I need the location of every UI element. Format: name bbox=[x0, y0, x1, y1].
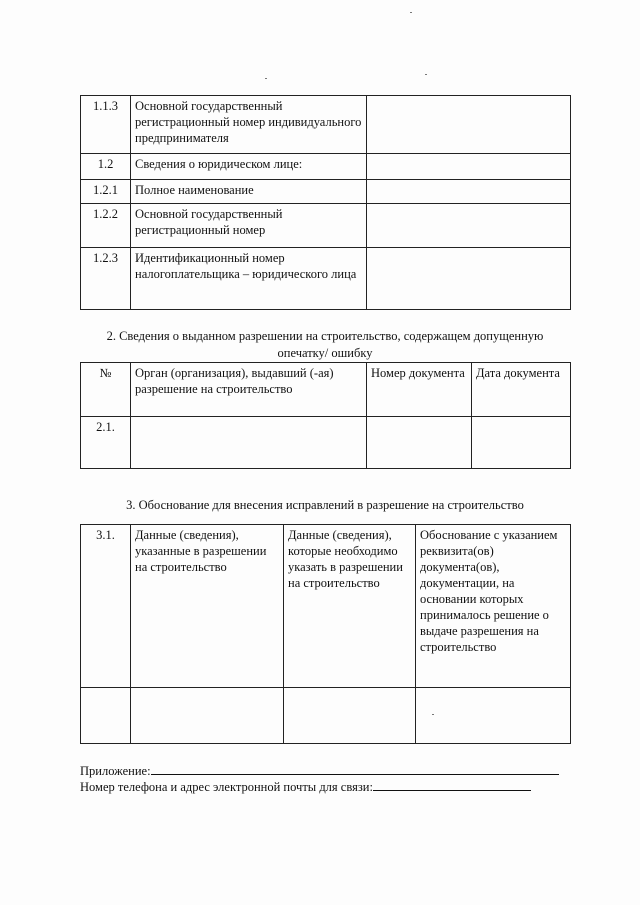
correction-basis-table bbox=[80, 524, 571, 744]
header-organ: Орган (организация), выдавший (-ая) разрешение на строительство bbox=[131, 363, 367, 417]
applicant-info-table bbox=[80, 95, 571, 310]
doc-date-cell[interactable] bbox=[472, 417, 571, 469]
header-basis: Обоснование с указанием реквизита(ов) документа(ов), документации, на основании которых принималось решение о выдаче разрешения на строительство bbox=[416, 525, 571, 688]
row-label: Основной государственный регистрационный номер индивидуального предпринимателя bbox=[131, 96, 367, 154]
row-value[interactable] bbox=[367, 154, 571, 180]
contact-label: Номер телефона и адрес электронной почты для связи: bbox=[80, 780, 373, 794]
attachment-blank[interactable] bbox=[151, 763, 559, 775]
table-row bbox=[81, 180, 571, 204]
required-data-cell[interactable] bbox=[284, 688, 416, 744]
row-number: 1.2 bbox=[81, 154, 131, 180]
table-row bbox=[81, 154, 571, 180]
table-row bbox=[81, 248, 571, 310]
header-required-data: Данные (сведения), которые необходимо указать в разрешении на строительство bbox=[284, 525, 416, 688]
table-row bbox=[81, 688, 571, 744]
row-value[interactable] bbox=[367, 96, 571, 154]
row-label: Идентификационный номер налогоплательщика – юридического лица bbox=[131, 248, 367, 310]
doc-number-cell[interactable] bbox=[367, 417, 472, 469]
table-row bbox=[81, 417, 571, 469]
section-2-heading: 2. Сведения о выданном разрешении на строительство, содержащем допущенную опечатку/ ошибку bbox=[106, 329, 544, 360]
contact-blank[interactable] bbox=[373, 779, 531, 791]
row-number: 1.2.1 bbox=[81, 180, 131, 204]
scan-speck bbox=[425, 74, 427, 75]
table-row bbox=[81, 204, 571, 248]
row-number: 2.1. bbox=[81, 417, 131, 469]
row-label: Сведения о юридическом лице: bbox=[131, 154, 367, 180]
row-value[interactable] bbox=[367, 180, 571, 204]
organ-cell[interactable] bbox=[131, 417, 367, 469]
row-value[interactable] bbox=[367, 248, 571, 310]
table-row bbox=[81, 96, 571, 154]
contact-line bbox=[80, 779, 531, 795]
basis-cell[interactable] bbox=[416, 688, 571, 744]
scan-speck bbox=[265, 78, 267, 79]
header-doc-date: Дата документа bbox=[472, 363, 571, 417]
row-label: Основной государственный регистрационный номер bbox=[131, 204, 367, 248]
row-value[interactable] bbox=[367, 204, 571, 248]
row-label: Полное наименование bbox=[131, 180, 367, 204]
table-header-row bbox=[81, 363, 571, 417]
row-number bbox=[81, 688, 131, 744]
scan-speck bbox=[410, 12, 412, 13]
table-header-row bbox=[81, 525, 571, 688]
row-number: 1.2.2 bbox=[81, 204, 131, 248]
header-current-data: Данные (сведения), указанные в разрешении на строительство bbox=[131, 525, 284, 688]
current-data-cell[interactable] bbox=[131, 688, 284, 744]
section-3-heading: 3. Обоснование для внесения исправлений в разрешение на строительство bbox=[126, 498, 524, 512]
row-number: 1.1.3 bbox=[81, 96, 131, 154]
header-number: 3.1. bbox=[81, 525, 131, 688]
permit-info-table bbox=[80, 362, 571, 469]
header-number: № bbox=[81, 363, 131, 417]
attachment-label: Приложение: bbox=[80, 764, 151, 778]
header-doc-number: Номер документа bbox=[367, 363, 472, 417]
row-number: 1.2.3 bbox=[81, 248, 131, 310]
attachment-line bbox=[80, 763, 559, 779]
